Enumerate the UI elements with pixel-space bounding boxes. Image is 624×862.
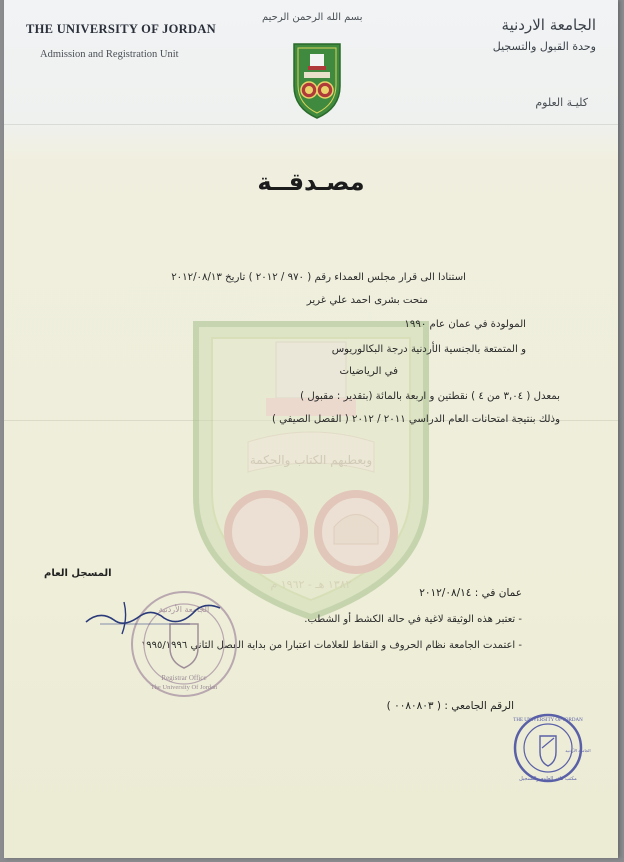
basmala: بسم الله الرحمن الرحيم [262, 12, 363, 23]
registrar-signature [80, 594, 230, 642]
university-name-ar: الجامعة الاردنية [501, 16, 596, 34]
header-arabic [493, 16, 596, 53]
paper-fold [4, 124, 618, 125]
registrar-title: المسجل العام [44, 568, 112, 579]
faculty-name: كليـة العلوم [535, 96, 588, 109]
validity-note: - تعتبر هذه الوثيقة لاغية في حالة الكشط أو الشطب. [304, 614, 522, 625]
degree-line: و المتمتعة بالجنسية الأردنية درجة البكالوريوس [331, 344, 526, 355]
certificate-title: مصـدقــة [257, 168, 365, 196]
right-seal-en: THE UNIVERSITY OF JORDAN [513, 718, 583, 723]
university-number: الرقم الجامعي : ( ٠٠٨٠٨٠٣ ) [386, 700, 514, 712]
left-seal-en-1: Registrar Office [161, 674, 207, 682]
watermark-year: ١٣٨٢ هـ - ١٩٦٢ م [270, 578, 352, 591]
header-english [26, 22, 216, 60]
certificate-page [4, 0, 618, 858]
university-name-en: THE UNIVERSITY OF JORDAN [26, 22, 216, 36]
blue-stamp-icon [512, 708, 591, 788]
unit-name-en: Admission and Registration Unit [40, 49, 179, 60]
exam-term-line: وذلك بنتيجة امتحانات العام الدراسي ٢٠١١ / ٢٠١٢ ( الفصل الصيفي ) [271, 414, 560, 425]
gpa-line: بمعدل ( ٣,٠٤ من ٤ ) نقطتين و اربعة بالمائة (بتقدير : مقبول ) [300, 391, 560, 402]
right-seal-side: الجامعة الأردنية [565, 748, 591, 753]
major-line: في الرياضيات [339, 366, 398, 377]
right-seal-ar: مكتب قائم العلوم والتسجيل [519, 776, 577, 782]
decision-line: استنادا الى قرار مجلس العمداء رقم ( ٩٧٠ / ٢٠١٢ ) تاريخ ٢٠١٢/٠٨/١٣ [171, 272, 466, 283]
issue-date: عمان في : ٢٠١٢/٠٨/١٤ [419, 587, 522, 599]
left-seal-ar: الجامعة الأردنية [158, 605, 210, 614]
birth-line: المولودة في عمان عام ١٩٩٠ [404, 319, 526, 330]
watermark-motto: وبعطيهم الكتاب والحكمة [249, 453, 373, 467]
graduate-name-line: منحت بشرى احمد علي غرير [306, 295, 428, 306]
left-seal-en-2: The University Of Jordan [150, 684, 218, 691]
grading-note: - اعتمدت الجامعة نظام الحروف و النقاط للعلامات اعتبارا من بداية الفصل الثاني ١٩٩٥/١٩٩٦ [140, 640, 522, 651]
university-emblem-icon [288, 40, 346, 120]
unit-name-ar: وحدة القبول والتسجيل [492, 40, 596, 53]
watermark-emblem-icon [186, 312, 436, 622]
